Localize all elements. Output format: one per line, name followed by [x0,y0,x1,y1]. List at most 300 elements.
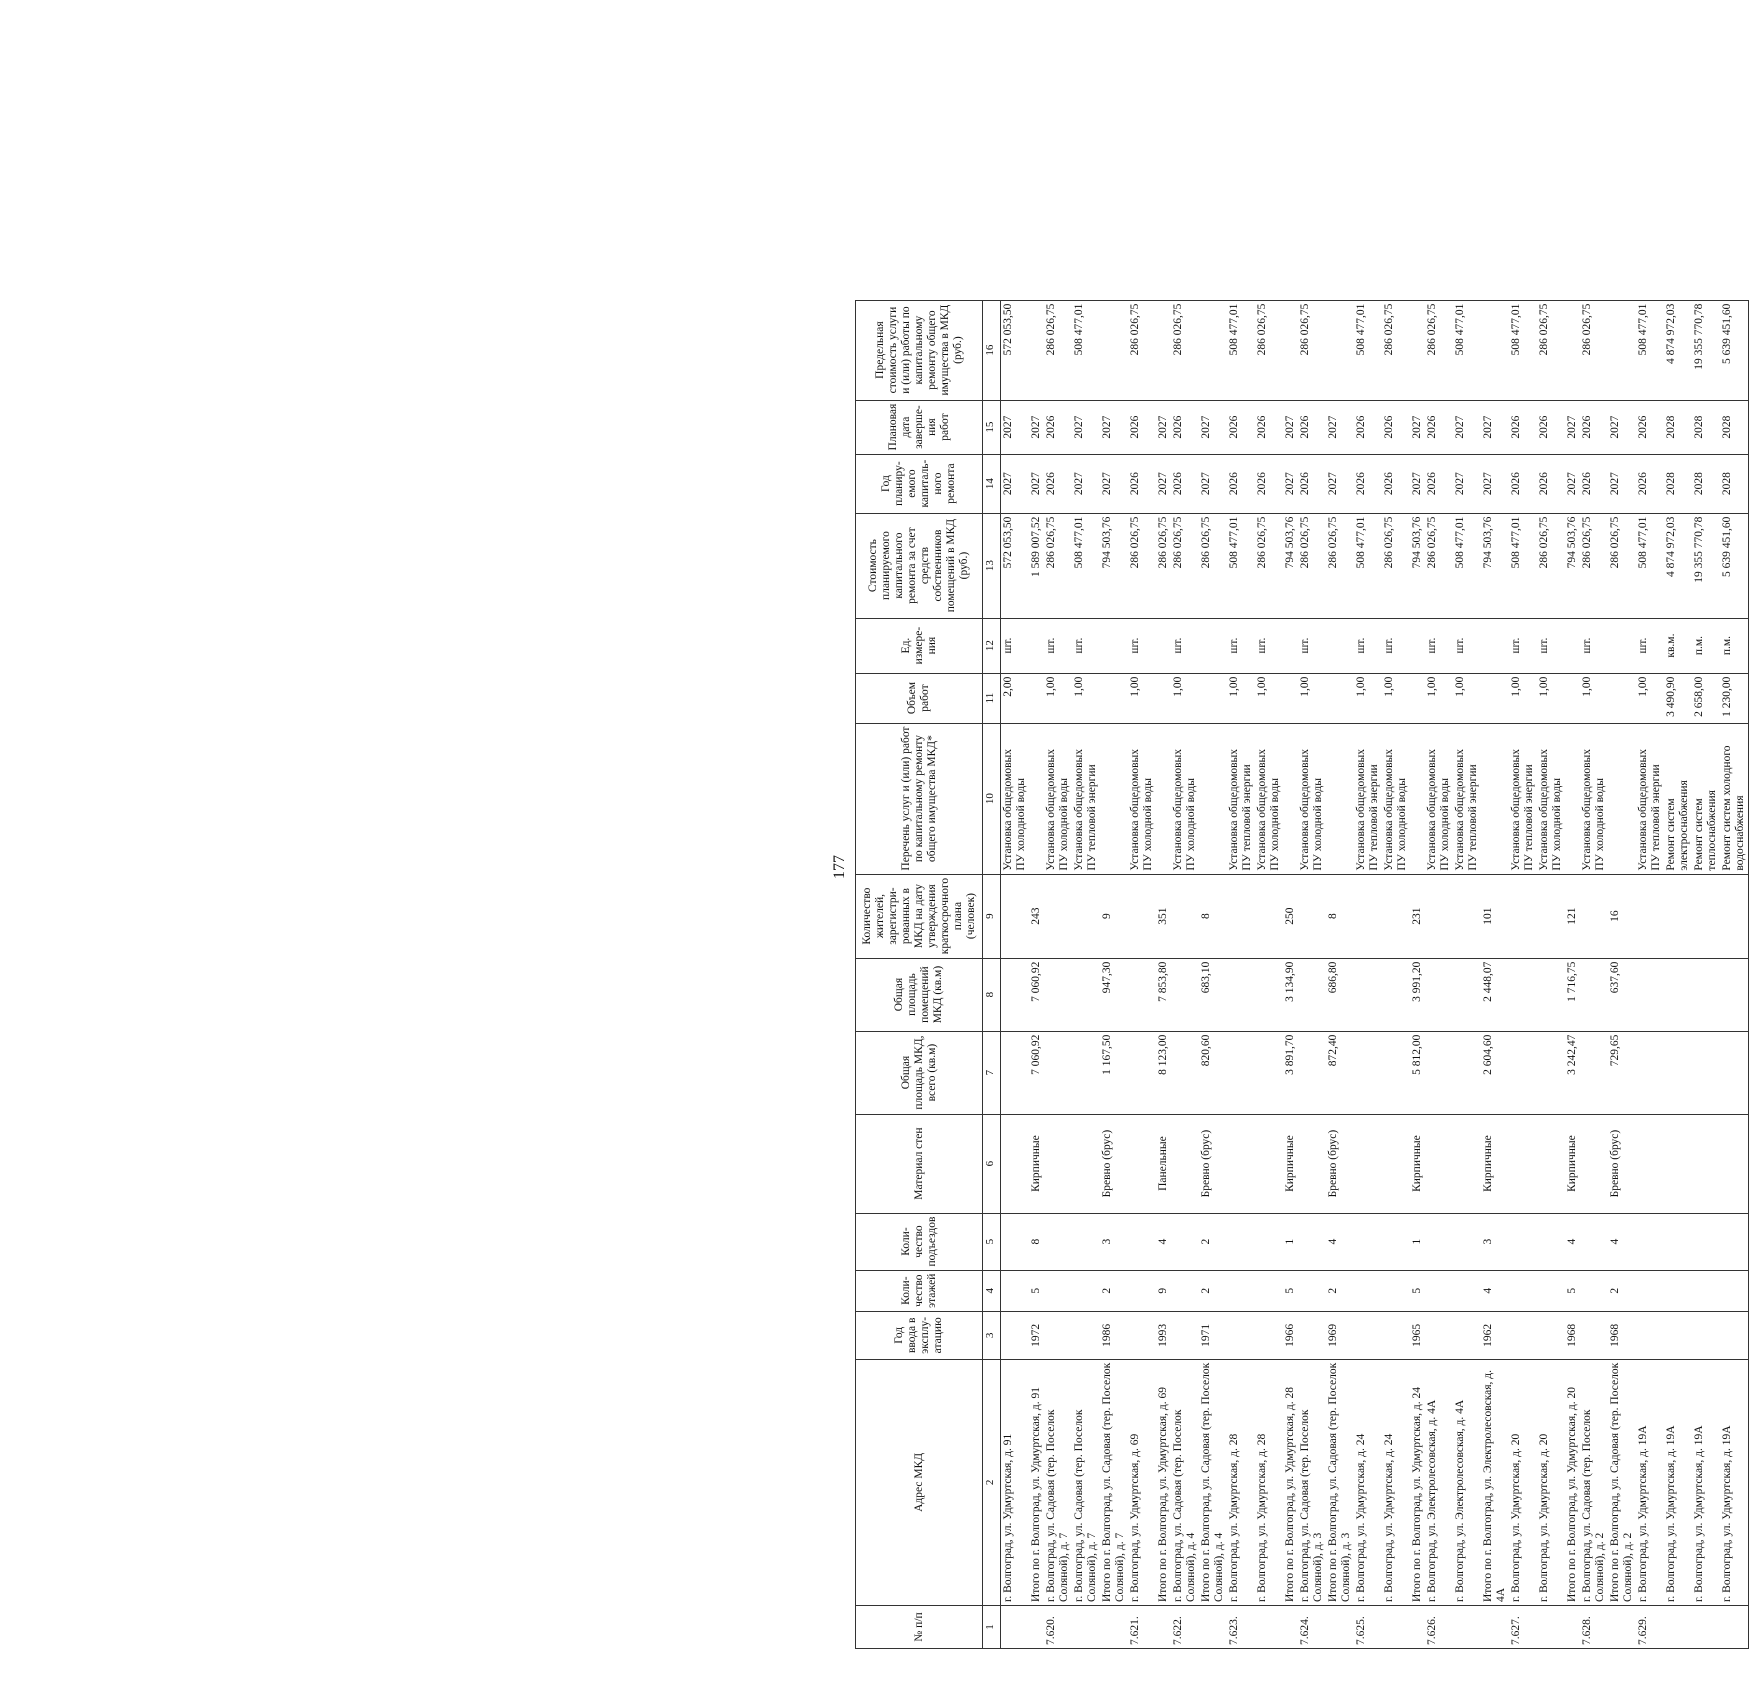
work-type-cell-line: Ремонт систем холодного [1721,745,1733,871]
row-number [1692,1606,1720,1649]
work-type-cell-line: Установка общедомовых [1073,748,1085,871]
year-built-cell: 1986 [1100,1311,1128,1359]
cost-cell: 508 477,01 [1072,513,1100,618]
work-type-cell-line: Ремонт систем [1665,798,1677,871]
residents-cell [1453,874,1481,958]
work-type-cell-line: ПУ холодной воды [1185,778,1197,871]
residents-cell: 8 [1326,874,1354,958]
table-row [1580,300,1608,1648]
planned-year-cell: 2026 [1425,454,1453,513]
floors-cell [1509,1270,1537,1311]
column-header: Коли-чество этажей [856,1270,983,1311]
max-cost-cell [1565,300,1580,400]
address-cell-line: Соляной), д. 7 [1058,1532,1070,1602]
total-area-cell [1072,1031,1100,1114]
completion-date-cell: 2026 [1425,400,1453,454]
address-cell [1608,1359,1636,1605]
residents-cell [1298,874,1326,958]
entrances-cell [1072,1213,1100,1270]
completion-date-cell: 2028 [1664,400,1692,454]
floors-cell [1537,1270,1565,1311]
table-row [1044,300,1072,1648]
volume-cell [1156,673,1171,723]
total-area-cell [1692,1031,1720,1114]
volume-cell: 2 658,00 [1692,673,1720,723]
total-area-cell: 820,60 [1199,1031,1227,1114]
address-cell-line: Итого по г. Волгоград, ул. Удмуртская, д. 28 [1284,1387,1296,1602]
column-number-row [983,300,1001,1648]
planned-year-cell: 2027 [1410,454,1425,513]
wall-material-cell: Кирпичные [1565,1114,1580,1213]
work-type-cell [1283,723,1298,874]
address-cell-line: г. Волгоград, ул. Удмуртская, д. 28 [1256,1433,1268,1602]
unit-cell [1565,618,1580,673]
planned-year-cell: 2027 [1283,454,1298,513]
column-header: Коли-чество подъездов [856,1213,983,1270]
address-cell-line: Итого по г. Волгоград, ул. Садовая (тер. Поселок [1101,1362,1113,1602]
address-cell [1072,1359,1100,1605]
total-area-cell [1580,1031,1608,1114]
address-cell-line: г. Волгоград, ул. Садовая (тер. Поселок [1045,1409,1057,1602]
column-header: Объем работ [856,673,983,723]
total-area-cell [1636,1031,1664,1114]
planned-year-cell: 2027 [1029,454,1044,513]
table-row [1692,300,1720,1648]
year-built-cell [1425,1311,1453,1359]
unit-cell: шт. [1227,618,1255,673]
column-header: Плановая дата заверше-ния работ [856,400,983,454]
column-number: 13 [983,513,1001,618]
wall-material-cell [1382,1114,1410,1213]
volume-cell: 1,00 [1227,673,1255,723]
premises-area-cell [1255,958,1283,1031]
row-number [1453,1606,1481,1649]
entrances-cell: 4 [1326,1213,1354,1270]
floors-cell [1128,1270,1156,1311]
address-cell [1537,1359,1565,1605]
completion-date-cell: 2027 [1100,400,1128,454]
year-built-cell: 1969 [1326,1311,1354,1359]
address-cell-line: Итого по г. Волгоград, ул. Садовая (тер. Поселок [1609,1362,1621,1602]
table-row [1100,300,1128,1648]
address-cell [1326,1359,1354,1605]
residents-cell: 121 [1565,874,1580,958]
work-type-cell [1128,723,1156,874]
residents-cell: 243 [1029,874,1044,958]
work-type-cell-line: Установка общедомовых [1299,748,1311,871]
total-area-cell: 3 891,70 [1283,1031,1298,1114]
address-cell-line: Итого по г. Волгоград, ул. Удмуртская, д. 24 [1411,1387,1423,1602]
cost-cell: 508 477,01 [1354,513,1382,618]
wall-material-cell [1255,1114,1283,1213]
entrances-cell: 4 [1608,1213,1636,1270]
completion-date-cell: 2027 [1001,400,1030,454]
max-cost-cell [1156,300,1171,400]
address-cell-line: г. Волгоград, ул. Удмуртская, д. 19А [1721,1425,1733,1602]
premises-area-cell [1072,958,1100,1031]
address-cell-line: г. Волгоград, ул. Садовая (тер. Поселок [1581,1409,1593,1602]
entrances-cell [1580,1213,1608,1270]
planned-year-cell: 2026 [1255,454,1283,513]
entrances-cell: 1 [1410,1213,1425,1270]
max-cost-cell [1100,300,1128,400]
floors-cell [1382,1270,1410,1311]
residents-cell: 16 [1608,874,1636,958]
cost-cell: 794 503,76 [1565,513,1580,618]
cost-cell: 286 026,75 [1044,513,1072,618]
planned-year-cell: 2026 [1354,454,1382,513]
column-number: 8 [983,958,1001,1031]
cost-cell: 508 477,01 [1453,513,1481,618]
year-built-cell [1227,1311,1255,1359]
cost-cell: 572 053,50 [1001,513,1030,618]
work-type-cell [1664,723,1692,874]
volume-cell: 1 230,00 [1720,673,1749,723]
address-cell-line: г. Волгоград, ул. Удмуртская, д. 24 [1383,1433,1395,1602]
table-row [1171,300,1199,1648]
work-type-cell-line: Установка общедомовых [1637,748,1649,871]
volume-cell [1100,673,1128,723]
row-number: 7.627. [1509,1606,1537,1649]
wall-material-cell: Кирпичные [1283,1114,1298,1213]
address-cell-line: Итого по г. Волгоград, ул. Электролесовская, д. [1482,1370,1494,1602]
completion-date-cell: 2027 [1565,400,1580,454]
work-type-cell [1580,723,1608,874]
volume-cell: 3 490,90 [1664,673,1692,723]
work-type-cell-line: ПУ холодной воды [1269,778,1281,871]
row-number: 7.629. [1636,1606,1664,1649]
column-header: Предельная стоимость услуги и (или) работы по капитальному ремонту общего имущества в МКД (руб.) [856,300,983,400]
address-cell [1171,1359,1199,1605]
entrances-cell: 3 [1100,1213,1128,1270]
max-cost-cell: 286 026,75 [1580,300,1608,400]
work-type-cell [1171,723,1199,874]
planned-year-cell: 2028 [1692,454,1720,513]
address-cell [1354,1359,1382,1605]
row-number [1255,1606,1283,1649]
year-built-cell: 1972 [1029,1311,1044,1359]
year-built-cell [1072,1311,1100,1359]
row-number [1326,1606,1354,1649]
row-number [1664,1606,1692,1649]
completion-date-cell: 2026 [1044,400,1072,454]
planned-year-cell: 2026 [1382,454,1410,513]
max-cost-cell: 508 477,01 [1227,300,1255,400]
completion-date-cell: 2026 [1354,400,1382,454]
unit-cell: шт. [1354,618,1382,673]
floors-cell [1453,1270,1481,1311]
max-cost-cell: 286 026,75 [1382,300,1410,400]
cost-cell: 794 503,76 [1410,513,1425,618]
premises-area-cell [1298,958,1326,1031]
row-number: 7.626. [1425,1606,1453,1649]
wall-material-cell [1509,1114,1537,1213]
row-number [1100,1606,1128,1649]
year-built-cell [1692,1311,1720,1359]
total-area-cell: 2 604,60 [1481,1031,1509,1114]
max-cost-cell [1481,300,1509,400]
completion-date-cell: 2026 [1636,400,1664,454]
planned-year-cell: 2026 [1227,454,1255,513]
work-type-cell-line: ПУ холодной воды [1015,778,1027,871]
row-number [1029,1606,1044,1649]
cost-cell: 1 589 007,52 [1029,513,1044,618]
wall-material-cell [1425,1114,1453,1213]
floors-cell: 2 [1608,1270,1636,1311]
total-area-cell [1382,1031,1410,1114]
address-cell-line: г. Волгоград, ул. Удмуртская, д. 91 [1002,1433,1014,1602]
address-cell [1453,1359,1481,1605]
address-cell [1509,1359,1537,1605]
residents-cell [1425,874,1453,958]
work-type-cell [1044,723,1072,874]
cost-cell: 286 026,75 [1298,513,1326,618]
table-body [1001,300,1749,1648]
address-cell-line: г. Волгоград, ул. Удмуртская, д. 20 [1538,1433,1550,1602]
address-cell [1481,1359,1509,1605]
max-cost-cell: 508 477,01 [1354,300,1382,400]
work-type-cell-line: ПУ холодной воды [1312,778,1324,871]
column-header: Количество жителей, зарегистри-рованных в МКД на дату утверждения краткосрочного плана (человек) [856,874,983,958]
wall-material-cell [1227,1114,1255,1213]
row-number [1565,1606,1580,1649]
premises-area-cell: 1 716,75 [1565,958,1580,1031]
row-number: 7.620. [1044,1606,1072,1649]
year-built-cell: 1971 [1199,1311,1227,1359]
table-row [1565,300,1580,1648]
work-type-cell [1608,723,1636,874]
cost-cell: 286 026,75 [1326,513,1354,618]
address-cell-line: Итого по г. Волгоград, ул. Удмуртская, д. 20 [1566,1387,1578,1602]
residents-cell: 231 [1410,874,1425,958]
work-type-cell [1425,723,1453,874]
work-type-cell [1072,723,1100,874]
max-cost-cell: 572 053,50 [1001,300,1030,400]
entrances-cell [1425,1213,1453,1270]
floors-cell [1720,1270,1749,1311]
completion-date-cell: 2026 [1580,400,1608,454]
entrances-cell [1664,1213,1692,1270]
address-cell-line: Соляной), д. 2 [1622,1532,1634,1602]
wall-material-cell [1636,1114,1664,1213]
work-type-cell [1410,723,1425,874]
floors-cell [1171,1270,1199,1311]
planned-year-cell: 2027 [1001,454,1030,513]
completion-date-cell: 2026 [1298,400,1326,454]
work-type-cell-line: ПУ тепловой энергии [1467,764,1479,871]
wall-material-cell [1664,1114,1692,1213]
planned-year-cell: 2026 [1636,454,1664,513]
volume-cell: 1,00 [1072,673,1100,723]
volume-cell [1481,673,1509,723]
address-cell-line: Соляной), д. 3 [1340,1532,1352,1602]
work-type-cell [1199,723,1227,874]
floors-cell [1692,1270,1720,1311]
premises-area-cell: 2 448,07 [1481,958,1509,1031]
work-type-cell-line: Установка общедомовых [1129,748,1141,871]
planned-year-cell: 2026 [1044,454,1072,513]
table-row [1283,300,1298,1648]
floors-cell: 5 [1410,1270,1425,1311]
work-type-cell [1227,723,1255,874]
completion-date-cell: 2027 [1481,400,1509,454]
completion-date-cell: 2027 [1283,400,1298,454]
address-cell-line: г. Волгоград, ул. Удмуртская, д. 19А [1665,1425,1677,1602]
work-type-cell-line: Установка общедомовых [1581,748,1593,871]
max-cost-cell [1608,300,1636,400]
total-area-cell [1255,1031,1283,1114]
address-cell-line: г. Волгоград, ул. Садовая (тер. Поселок [1299,1409,1311,1602]
work-type-cell [1100,723,1128,874]
total-area-cell: 3 242,47 [1565,1031,1580,1114]
total-area-cell [1298,1031,1326,1114]
entrances-cell [1382,1213,1410,1270]
completion-date-cell: 2028 [1720,400,1749,454]
floors-cell [1255,1270,1283,1311]
column-number: 9 [983,874,1001,958]
premises-area-cell: 686,80 [1326,958,1354,1031]
completion-date-cell: 2028 [1692,400,1720,454]
year-built-cell [1354,1311,1382,1359]
address-cell-line: Итого по г. Волгоград, ул. Садовая (тер. Поселок [1327,1362,1339,1602]
volume-cell: 1,00 [1298,673,1326,723]
work-type-cell [1453,723,1481,874]
address-cell-line: г. Волгоград, ул. Электролесовская, д. 4А [1426,1399,1438,1602]
entrances-cell: 2 [1199,1213,1227,1270]
max-cost-cell: 286 026,75 [1044,300,1072,400]
entrances-cell [1044,1213,1072,1270]
residents-cell [1001,874,1030,958]
total-area-cell [1720,1031,1749,1114]
wall-material-cell [1044,1114,1072,1213]
residents-cell [1171,874,1199,958]
cost-cell: 286 026,75 [1255,513,1283,618]
column-header: Общая площадь МКД, всего (кв.м) [856,1031,983,1114]
total-area-cell [1044,1031,1072,1114]
volume-cell: 1,00 [1128,673,1156,723]
work-type-cell [1636,723,1664,874]
completion-date-cell: 2026 [1509,400,1537,454]
unit-cell: шт. [1171,618,1199,673]
cost-cell: 4 874 972,03 [1664,513,1692,618]
total-area-cell: 1 167,50 [1100,1031,1128,1114]
unit-cell [1199,618,1227,673]
work-type-cell [1255,723,1283,874]
address-cell [1664,1359,1692,1605]
cost-cell: 286 026,75 [1382,513,1410,618]
entrances-cell [1692,1213,1720,1270]
year-built-cell [1636,1311,1664,1359]
work-type-cell [1156,723,1171,874]
address-cell [1044,1359,1072,1605]
column-header: № п/п [856,1606,983,1649]
premises-area-cell [1382,958,1410,1031]
year-built-cell [1382,1311,1410,1359]
table-row [1255,300,1283,1648]
floors-cell: 2 [1100,1270,1128,1311]
premises-area-cell [1001,958,1030,1031]
volume-cell: 2,00 [1001,673,1030,723]
planned-year-cell: 2026 [1537,454,1565,513]
address-cell-line: г. Волгоград, ул. Удмуртская, д. 20 [1510,1433,1522,1602]
unit-cell [1156,618,1171,673]
residents-cell: 250 [1283,874,1298,958]
column-number: 3 [983,1311,1001,1359]
volume-cell [1565,673,1580,723]
premises-area-cell [1128,958,1156,1031]
max-cost-cell: 4 874 972,03 [1664,300,1692,400]
address-cell-line: г. Волгоград, ул. Удмуртская, д. 28 [1228,1433,1240,1602]
max-cost-cell [1283,300,1298,400]
table-row [1453,300,1481,1648]
work-type-cell [1001,723,1030,874]
address-cell-line: г. Волгоград, ул. Электролесовская, д. 4А [1454,1399,1466,1602]
premises-area-cell [1537,958,1565,1031]
entrances-cell [1537,1213,1565,1270]
unit-cell: шт. [1425,618,1453,673]
row-number [1537,1606,1565,1649]
unit-cell: шт. [1453,618,1481,673]
column-number: 4 [983,1270,1001,1311]
row-number: 7.622. [1171,1606,1199,1649]
residents-cell [1354,874,1382,958]
row-number: 7.628. [1580,1606,1608,1649]
table-row [1072,300,1100,1648]
work-type-cell-line: ПУ холодной воды [1439,778,1451,871]
floors-cell [1072,1270,1100,1311]
total-area-cell: 8 123,00 [1156,1031,1171,1114]
year-built-cell [1255,1311,1283,1359]
residents-cell [1537,874,1565,958]
residents-cell [1044,874,1072,958]
work-type-cell [1481,723,1509,874]
max-cost-cell: 286 026,75 [1128,300,1156,400]
wall-material-cell: Панельные [1156,1114,1171,1213]
header-row [856,300,983,1648]
completion-date-cell: 2027 [1453,400,1481,454]
entrances-cell [1255,1213,1283,1270]
row-number [1283,1606,1298,1649]
max-cost-cell: 5 639 451,60 [1720,300,1749,400]
address-cell [1720,1359,1749,1605]
work-type-cell-line: Установка общедомовых [1256,748,1268,871]
cost-cell: 508 477,01 [1227,513,1255,618]
volume-cell [1283,673,1298,723]
column-number: 12 [983,618,1001,673]
floors-cell [1425,1270,1453,1311]
completion-date-cell: 2026 [1171,400,1199,454]
total-area-cell: 729,65 [1608,1031,1636,1114]
address-cell-line: г. Волгоград, ул. Садовая (тер. Поселок [1172,1409,1184,1602]
address-cell [1580,1359,1608,1605]
unit-cell: шт. [1636,618,1664,673]
completion-date-cell: 2026 [1128,400,1156,454]
wall-material-cell: Бревно (брус) [1100,1114,1128,1213]
wall-material-cell [1072,1114,1100,1213]
residents-cell: 351 [1156,874,1171,958]
year-built-cell [1298,1311,1326,1359]
work-type-cell-line: Установка общедомовых [1383,748,1395,871]
address-cell-line: Соляной), д. 2 [1594,1532,1606,1602]
residents-cell: 101 [1481,874,1509,958]
premises-area-cell [1227,958,1255,1031]
work-type-cell [1354,723,1382,874]
page-number: 177 [831,855,848,879]
column-header: Материал стен [856,1114,983,1213]
volume-cell: 1,00 [1509,673,1537,723]
volume-cell [1029,673,1044,723]
work-type-cell [1692,723,1720,874]
